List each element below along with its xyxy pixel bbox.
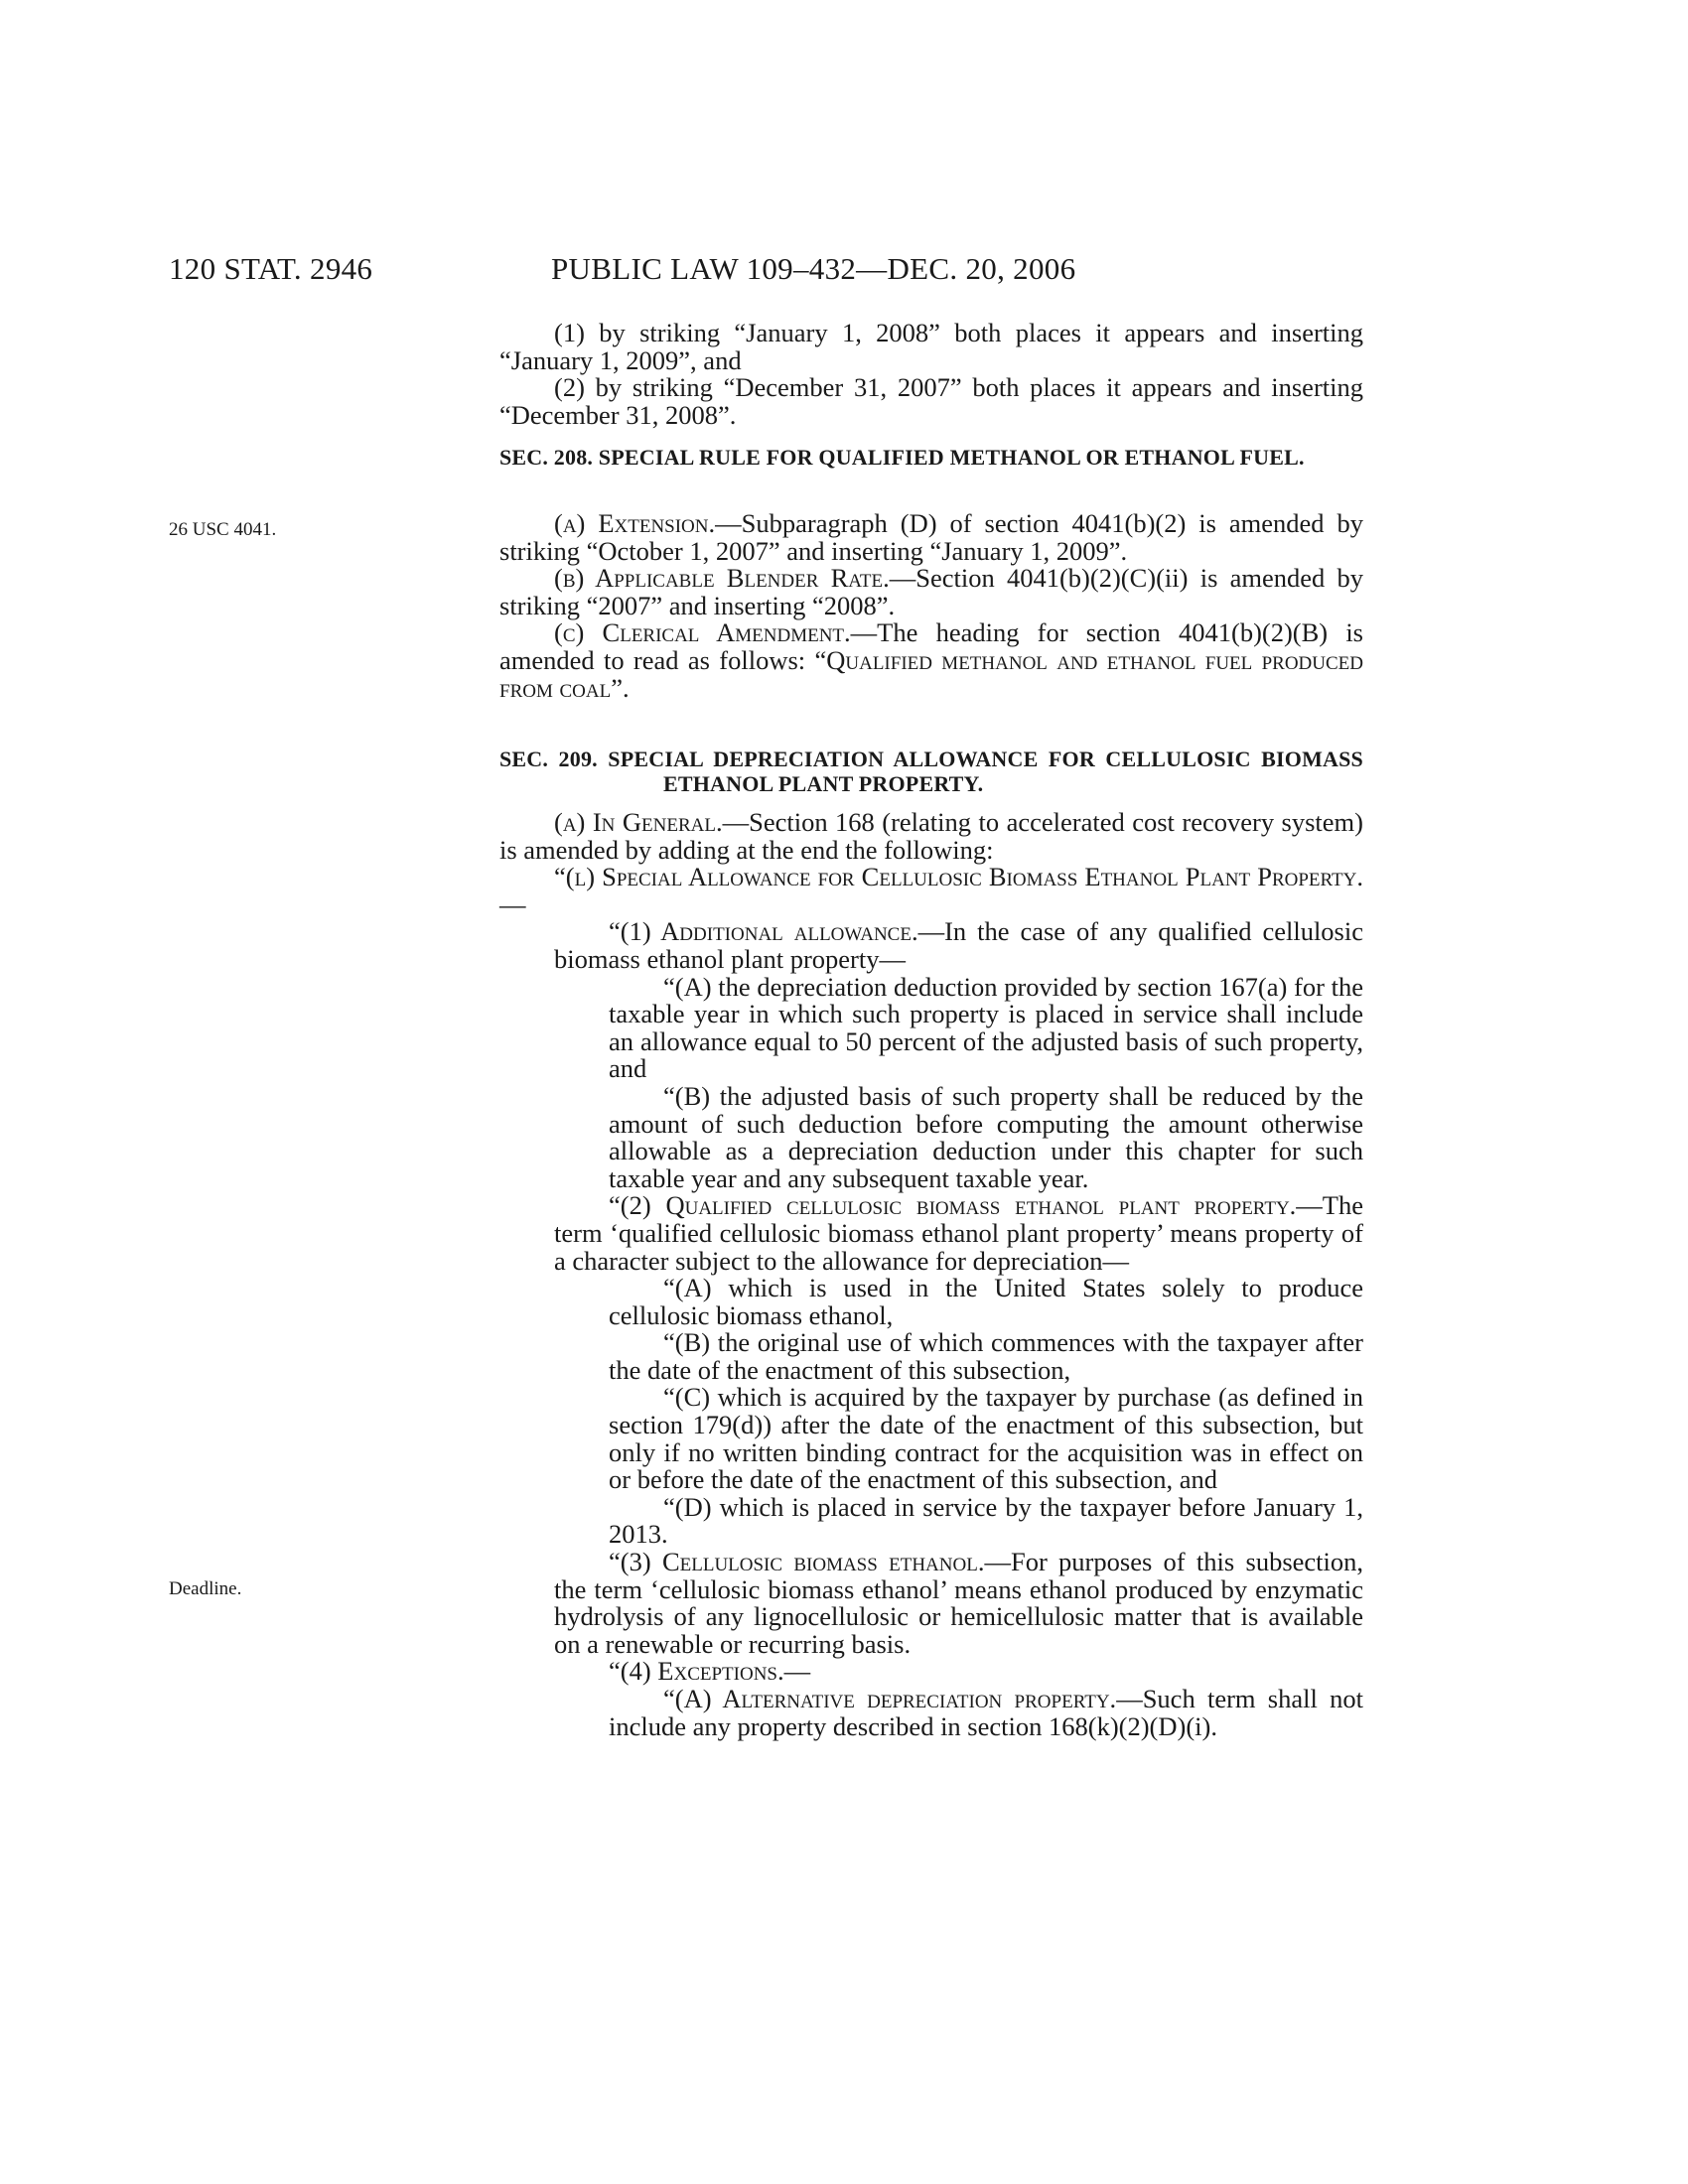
- paragraph-2-C: “(C) which is acquired by the taxpayer by purchase (as defined in section 179(d)) after the date of the enactment of this subsection, but only if no written binding contract for the acquisition was in effect on or before the date of the enactment of this subsection, and: [609, 1382, 1363, 1495]
- paragraph-4-A: [499, 1686, 1363, 1740]
- paragraph-1-additional-allowance: [499, 918, 1363, 973]
- sec-209-subsection-a: [499, 809, 1363, 864]
- sec-208-a-text: —Subparagraph (D) of section 4041(b)(2) is amended by striking “October 1, 2007” and inserting “January 1, 2009”.: [499, 508, 1363, 566]
- stat-page-number: 120 STAT. 2946: [169, 251, 373, 286]
- sec-208-c-quote: Qualified methanol and ethanol fuel produced from coal: [499, 644, 1363, 703]
- paragraph-2-text: —The term ‘qualified cellulosic biomass ethanol plant property’ means property of a character subject to the allowance for depreciation—: [554, 1190, 1363, 1276]
- sec-209-l-dash: —: [499, 888, 526, 919]
- sec-209-subsection-l: [499, 864, 1363, 918]
- paragraph-3-cellulosic-ethanol: [499, 1549, 1363, 1658]
- paragraph-2-label: “(2) Qualified cellulosic biomass ethanol plant property.: [609, 1190, 1297, 1221]
- paragraph-2-A: “(A) which is used in the United States solely to produce cellulosic biomass ethanol,: [609, 1273, 1363, 1330]
- paragraph-4-A-text: —Such term shall not include any property described in section 168(k)(2)(D)(i).: [609, 1684, 1363, 1741]
- sec-208-b-label: (b) Applicable Blender Rate.: [554, 563, 890, 594]
- carryover-block: [499, 320, 1363, 429]
- paragraph-2-D: “(D) which is placed in service by the taxpayer before January 1, 2013.: [609, 1491, 1363, 1550]
- margin-note-deadline: Deadline.: [169, 1578, 242, 1599]
- sec-209-body: [499, 809, 1363, 1740]
- margin-note-usc: 26 USC 4041.: [169, 519, 277, 540]
- sec-208-heading: SEC. 208. SPECIAL RULE FOR QUALIFIED METHANOL OR ETHANOL FUEL.: [499, 445, 1305, 470]
- sec-208-a-label: (a) Extension.: [554, 508, 716, 538]
- paragraph-4-exceptions: [499, 1658, 1363, 1686]
- paragraph-1-text: —In the case of any qualified cellulosic biomass ethanol plant property—: [554, 916, 1363, 974]
- carryover-paragraph-1: (1) by striking “January 1, 2008” both places it appears and inserting “January 1, 2009”, and: [499, 318, 1363, 375]
- sec-208-b-text: —Section 4041(b)(2)(C)(ii) is amended by striking “2007” and inserting “2008”.: [499, 563, 1363, 620]
- paragraph-2-qualified-property: [499, 1192, 1363, 1275]
- sec-208-body: [499, 510, 1363, 702]
- paragraph-4-A-label: “(A) Alternative depreciation property.: [663, 1684, 1117, 1713]
- paragraph-4-label: “(4) Exceptions.: [609, 1656, 784, 1687]
- paragraph-1-label: “(1) Additional allowance.: [609, 916, 918, 947]
- sec-208-heading-block: [499, 445, 1363, 470]
- paragraph-1-B: “(B) the adjusted basis of such property shall be reduced by the amount of such deduction before computing the amount otherwise allowable as a depreciation deduction under this chapter for such taxable year and any subsequent taxable year.: [609, 1080, 1363, 1193]
- sec-208-subsection-a: [499, 510, 1363, 565]
- paragraph-4-dash: —: [783, 1656, 811, 1687]
- paragraph-2-B: “(B) the original use of which commences with the taxpayer after the date of the enactment of this subsection,: [609, 1327, 1363, 1385]
- running-header: PUBLIC LAW 109–432—DEC. 20, 2006: [551, 251, 1076, 286]
- paragraph-1-A: “(A) the depreciation deduction provided by section 167(a) for the taxable year in which such property is placed in service shall include an allowance equal to 50 percent of the adjusted basis of such property, and: [609, 971, 1363, 1084]
- paragraph-3-text: —For purposes of this subsection, the term ‘cellulosic biomass ethanol’ means ethanol produced by enzymatic hydrolysis of any lignocellulosic or hemicellulosic matter that is available on a renewable or recurring basis.: [554, 1547, 1364, 1659]
- paragraph-3-label: “(3) Cellulosic biomass ethanol.: [609, 1547, 985, 1577]
- carryover-paragraph-2: (2) by striking “December 31, 2007” both places it appears and inserting “December 31, 2008”.: [499, 372, 1363, 430]
- sec-209-l-label: “(l) Special Allowance for Cellulosic Biomass Ethanol Plant Property.: [554, 862, 1363, 892]
- sec-208-c-text-1: —The heading for section 4041(b)(2)(B) is amended to read as follows: “: [499, 617, 1363, 675]
- sec-208-subsection-b: [499, 565, 1363, 619]
- sec-209-heading-block: [499, 747, 1363, 796]
- sec-208-c-label: (c) Clerical Amendment.: [554, 617, 851, 648]
- sec-209-heading: SEC. 209. SPECIAL DEPRECIATION ALLOWANCE FOR CELLULOSIC BIOMASS ETHANOL PLANT PROPERTY.: [499, 747, 1363, 796]
- sec-208-c-text-2: ”.: [611, 672, 630, 703]
- sec-209-a-label: (a) In General.: [554, 807, 723, 837]
- sec-208-subsection-c: [499, 619, 1363, 702]
- sec-209-a-text: —Section 168 (relating to accelerated cost recovery system) is amended by adding at the end the following:: [499, 807, 1363, 865]
